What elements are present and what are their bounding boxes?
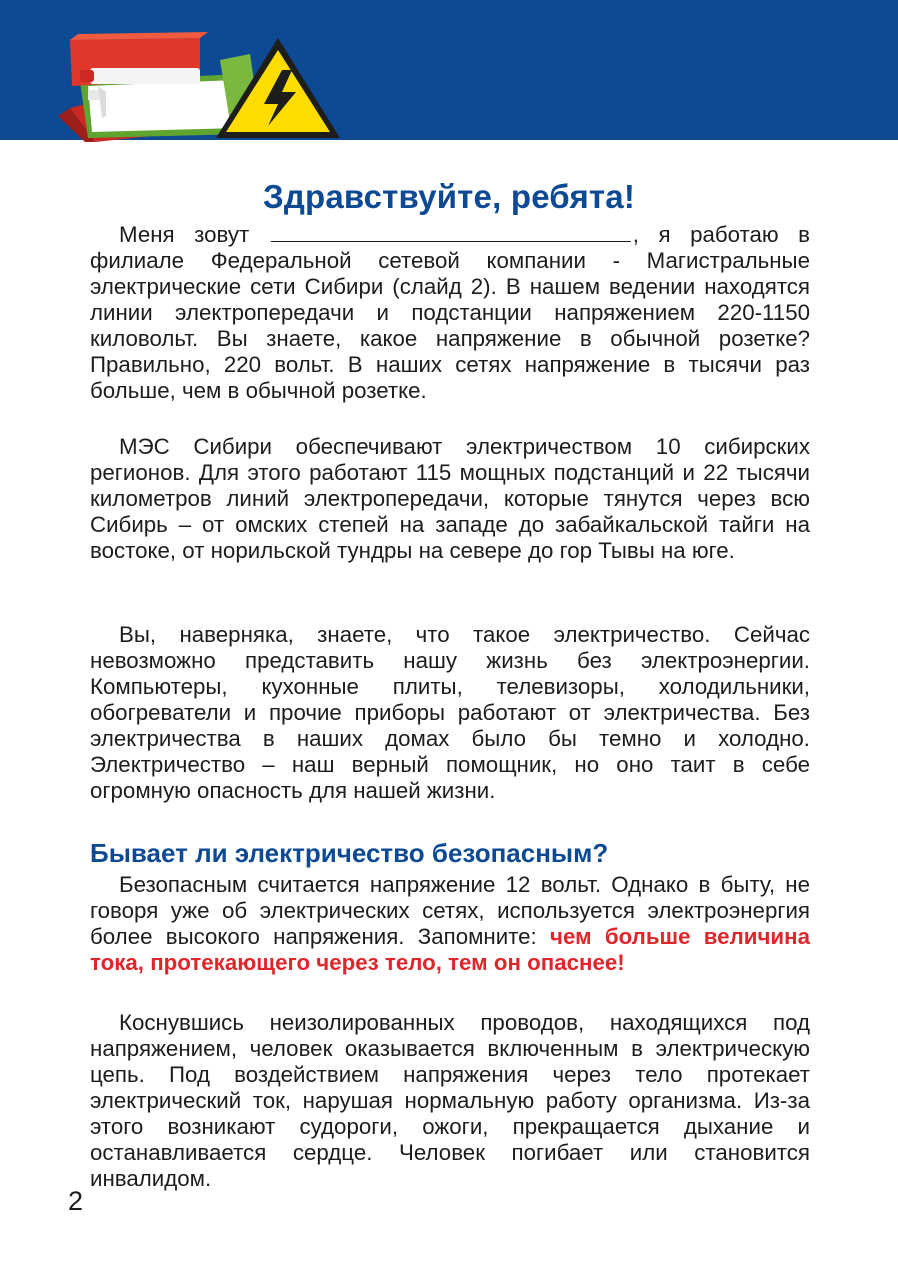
page-title: Здравствуйте, ребята! [262, 178, 636, 216]
intro-rest: , я работаю в филиале Федеральной сетевой компании - Магистральные электрические сети Сибири (слайд 2). В нашем ведении находятся линии электропередачи и подстанции напряжением 220-1150 киловольт. Вы знаете, какое напряжение в обычной розетке? Правильно, 220 вольт. В наших сетях напряжение в тысячи раз больше, чем в обычной розетке. [90, 222, 811, 403]
paragraph-safe-voltage [90, 872, 810, 976]
intro-lead: Меня зовут [119, 222, 250, 247]
paragraph-regions: МЭС Сибири обеспечивают электричеством 10 сибирских регионов. Для этого работают 115 мощных подстанций и 22 тысячи километров линий электропередачи, которые тянутся через всю Сибирь – от омских степей на западе до забайкальской тайги на востоке, от норильской тундры на севере до гор Тывы на юге. [90, 434, 810, 563]
paragraph-electricity: Вы, наверняка, знаете, что такое электричество. Сейчас невозможно представить нашу жизнь без электроэнергии. Компьютеры, кухонные плиты, телевизоры, холодильники, обогреватели и прочие приборы работают от электричества. Без электричества в наших домах было бы темно и холодно. Электричество – наш верный помощник, но оно таит в себе огромную опасность для нашей жизни. [90, 622, 810, 803]
name-fill-in-line [271, 223, 631, 242]
paragraph-intro [90, 222, 810, 404]
page-number: 2 [68, 1186, 84, 1216]
paragraph-danger: Коснувшись неизолированных проводов, находящихся под напряжением, человек оказывается включенным в электрическую цепь. Под воздействием напряжения через тело протекает электрический ток, нарушая нормальную работу организма. Из-за этого возникают судороги, ожоги, прекращается дыхание и останавливается сердце. Человек погибает или становится инвалидом. [90, 1010, 810, 1191]
header-emblem [50, 30, 350, 142]
safe-voltage-text: Безопасным считается напряжение 12 вольт. Однако в быту, не говоря уже об электрических сетях, используется электроэнергия более высокого напряжения. Запомните: [90, 872, 810, 949]
section-heading-safety: Бывает ли электричество безопасным? [90, 838, 609, 868]
warning-highlight: чем больше величина тока, протекающего через тело, тем он опаснее! [90, 924, 810, 975]
